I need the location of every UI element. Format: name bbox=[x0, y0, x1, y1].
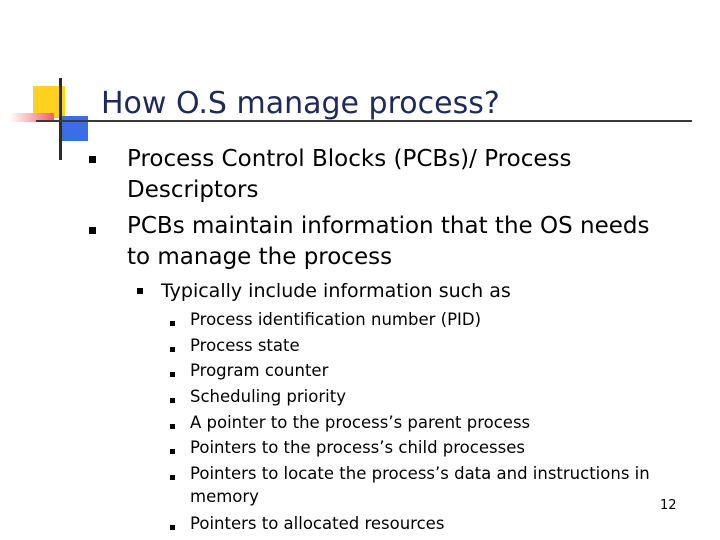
item-marker bbox=[170, 525, 175, 530]
item-text: Pointers to locate the process’s data and instructions in bbox=[190, 464, 650, 483]
sub-bullet-text: Typically include information such as bbox=[161, 280, 511, 302]
bullet-text: Process Control Blocks (PCBs)/ Process bbox=[127, 146, 572, 172]
item-marker bbox=[170, 321, 175, 326]
bullet-marker bbox=[89, 156, 96, 163]
item-text: Scheduling priority bbox=[190, 387, 346, 406]
slide-title: How O.S manage process? bbox=[101, 86, 500, 121]
item-marker bbox=[170, 424, 175, 429]
item-text: Program counter bbox=[190, 361, 329, 380]
item-marker bbox=[170, 372, 175, 377]
page-number: 12 bbox=[660, 498, 677, 513]
item-text: Process state bbox=[190, 336, 300, 355]
item-text: memory bbox=[190, 487, 259, 506]
bullet-text: to manage the process bbox=[127, 244, 393, 270]
item-text: Process identification number (PID) bbox=[190, 310, 482, 329]
item-text: A pointer to the process’s parent process bbox=[190, 413, 531, 432]
bullet-text: PCBs maintain information that the OS needs bbox=[127, 213, 650, 239]
deco-vertical-line bbox=[59, 78, 62, 160]
bullet-marker bbox=[89, 227, 96, 234]
item-text: Pointers to allocated resources bbox=[190, 514, 445, 533]
bullet-text: Descriptors bbox=[127, 177, 259, 203]
item-text: Pointers to the process’s child processes bbox=[190, 438, 525, 457]
sub-bullet-marker bbox=[137, 288, 143, 294]
item-marker bbox=[170, 449, 175, 454]
item-marker bbox=[170, 398, 175, 403]
item-marker bbox=[170, 347, 175, 352]
item-marker bbox=[170, 475, 175, 480]
